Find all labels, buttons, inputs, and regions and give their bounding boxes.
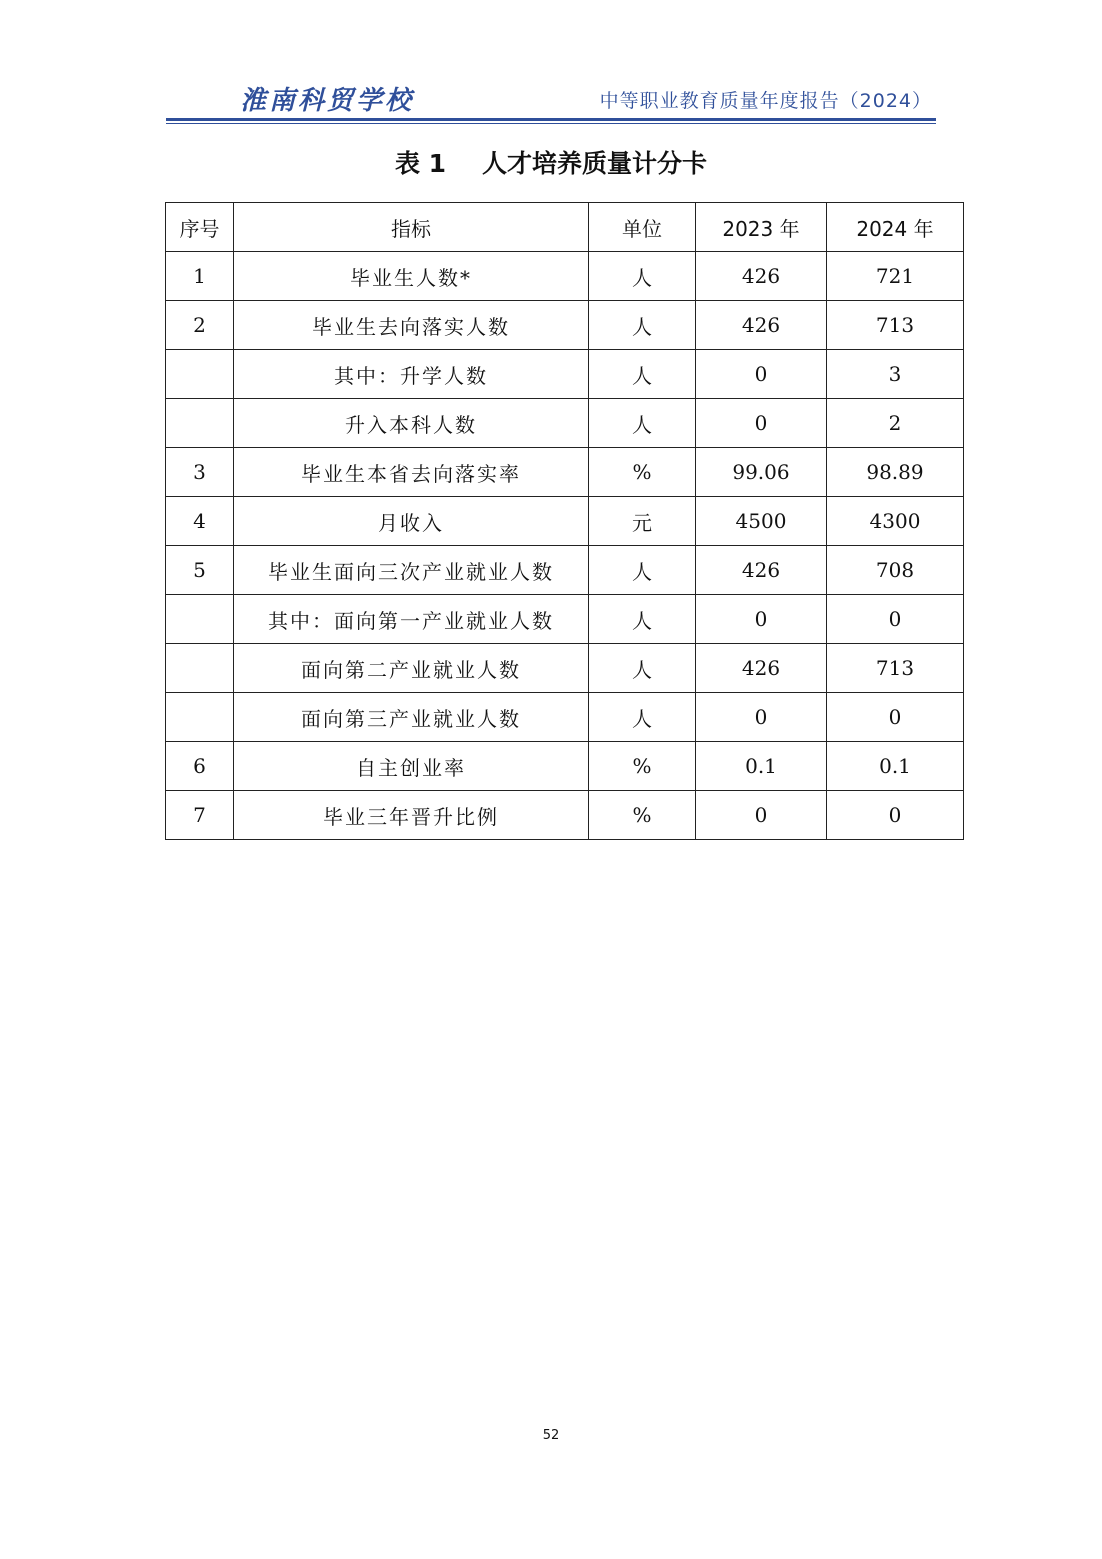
- cell-no: [166, 644, 234, 693]
- table-row: [166, 252, 964, 301]
- cell-2024: 713: [827, 644, 964, 693]
- cell-2024: 0: [827, 791, 964, 840]
- table-row: [166, 350, 964, 399]
- column-header-2024: 2024 年: [827, 203, 964, 252]
- table-caption-title: 人才培养质量计分卡: [482, 149, 708, 178]
- cell-indicator: 面向第二产业就业人数: [234, 644, 589, 693]
- cell-2024: 0: [827, 595, 964, 644]
- cell-indicator: 毕业生人数*: [234, 252, 589, 301]
- cell-unit: 人: [589, 595, 696, 644]
- cell-indicator: 毕业三年晋升比例: [234, 791, 589, 840]
- cell-2023: 0: [696, 791, 827, 840]
- column-header-no: 序号: [166, 203, 234, 252]
- cell-indicator: 毕业生本省去向落实率: [234, 448, 589, 497]
- header-rule-thick: [166, 118, 936, 121]
- cell-no: 5: [166, 546, 234, 595]
- cell-no: 4: [166, 497, 234, 546]
- page-header: [166, 78, 936, 126]
- table-row: [166, 595, 964, 644]
- cell-2023: 0.1: [696, 742, 827, 791]
- cell-unit: %: [589, 742, 696, 791]
- cell-unit: 人: [589, 301, 696, 350]
- cell-indicator: 升入本科人数: [234, 399, 589, 448]
- cell-2024: 3: [827, 350, 964, 399]
- table-row: [166, 448, 964, 497]
- school-name: 淮南科贸学校: [240, 86, 415, 116]
- cell-unit: 人: [589, 644, 696, 693]
- cell-2024: 721: [827, 252, 964, 301]
- column-header-indicator: 指标: [234, 203, 589, 252]
- cell-2023: 426: [696, 301, 827, 350]
- cell-no: [166, 399, 234, 448]
- cell-2023: 0: [696, 595, 827, 644]
- table-header-row: [166, 203, 964, 252]
- table-caption: [0, 144, 1102, 180]
- cell-2023: 0: [696, 693, 827, 742]
- table-row: [166, 399, 964, 448]
- cell-unit: 人: [589, 546, 696, 595]
- cell-2024: 713: [827, 301, 964, 350]
- table-row: [166, 791, 964, 840]
- cell-no: [166, 595, 234, 644]
- cell-2024: 4300: [827, 497, 964, 546]
- column-header-unit: 单位: [589, 203, 696, 252]
- cell-2024: 0.1: [827, 742, 964, 791]
- score-table: [165, 202, 964, 840]
- cell-unit: 人: [589, 252, 696, 301]
- cell-2023: 426: [696, 252, 827, 301]
- cell-indicator: 毕业生面向三次产业就业人数: [234, 546, 589, 595]
- report-title: 中等职业教育质量年度报告（2024）: [599, 90, 932, 112]
- cell-no: 3: [166, 448, 234, 497]
- cell-2023: 426: [696, 644, 827, 693]
- cell-no: [166, 350, 234, 399]
- table-row: [166, 301, 964, 350]
- page-number: 52: [542, 1428, 560, 1443]
- cell-indicator: 毕业生去向落实人数: [234, 301, 589, 350]
- cell-indicator: 自主创业率: [234, 742, 589, 791]
- header-rule-thin: [166, 123, 936, 124]
- cell-no: 1: [166, 252, 234, 301]
- cell-indicator: 面向第三产业就业人数: [234, 693, 589, 742]
- cell-unit: 元: [589, 497, 696, 546]
- cell-2023: 0: [696, 350, 827, 399]
- table-row: [166, 644, 964, 693]
- cell-2024: 0: [827, 693, 964, 742]
- cell-2023: 4500: [696, 497, 827, 546]
- cell-unit: 人: [589, 693, 696, 742]
- cell-unit: 人: [589, 350, 696, 399]
- cell-2024: 708: [827, 546, 964, 595]
- cell-no: [166, 693, 234, 742]
- column-header-2023: 2023 年: [696, 203, 827, 252]
- cell-unit: %: [589, 791, 696, 840]
- cell-no: 6: [166, 742, 234, 791]
- cell-2023: 0: [696, 399, 827, 448]
- cell-unit: 人: [589, 399, 696, 448]
- cell-indicator: 其中：升学人数: [234, 350, 589, 399]
- cell-no: 7: [166, 791, 234, 840]
- cell-unit: %: [589, 448, 696, 497]
- cell-no: 2: [166, 301, 234, 350]
- table-row: [166, 497, 964, 546]
- cell-2024: 98.89: [827, 448, 964, 497]
- cell-indicator: 月收入: [234, 497, 589, 546]
- table-caption-number: 表 1: [394, 149, 447, 178]
- cell-2024: 2: [827, 399, 964, 448]
- cell-indicator: 其中：面向第一产业就业人数: [234, 595, 589, 644]
- cell-2023: 99.06: [696, 448, 827, 497]
- table-row: [166, 742, 964, 791]
- table-row: [166, 546, 964, 595]
- cell-2023: 426: [696, 546, 827, 595]
- table-row: [166, 693, 964, 742]
